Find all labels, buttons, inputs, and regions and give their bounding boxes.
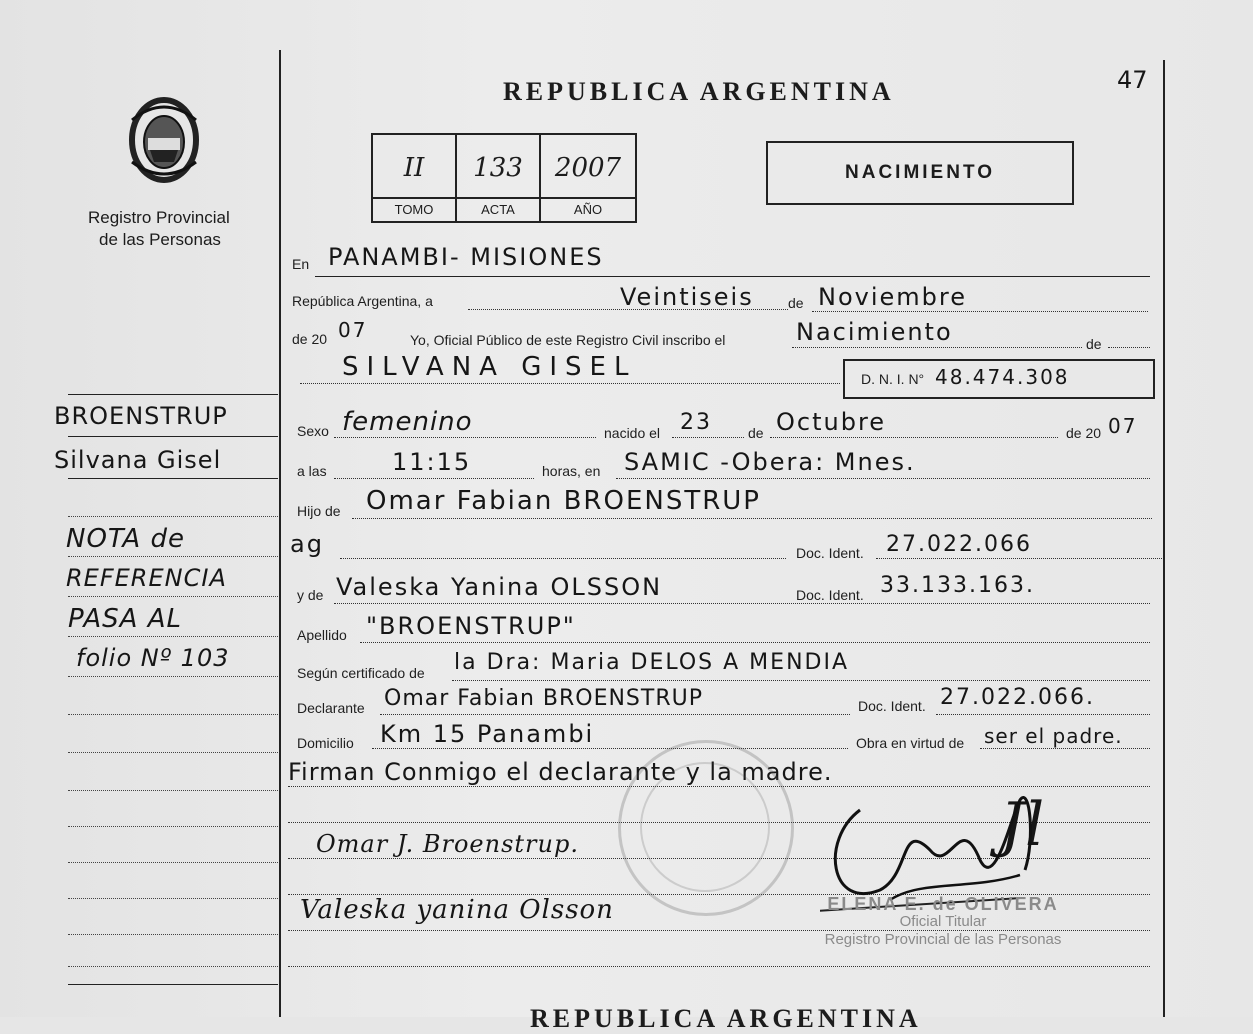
year-suffix-value: 07 [338,318,368,342]
officer-text: Yo, Oficial Público de este Registro Civil inscribo el [410,332,726,348]
doc-ident-label-1: Doc. Ident. [796,545,864,561]
obra-value: ser el padre. [984,724,1123,748]
father-name-value: Omar Fabian BROENSTRUP [366,486,761,516]
tomo-label: TOMO [373,197,455,221]
acta-label: ACTA [457,197,539,221]
horas-label: horas, en [542,463,601,479]
ano-value: 2007 [554,153,622,183]
day-words-value: Veintiseis [620,283,754,311]
de-label-3: de [748,425,764,441]
declarante-doc-value: 27.022.066. [940,685,1095,710]
dni-box [843,359,1155,399]
month-words-value: Noviembre [818,283,967,311]
margin-note-line4: folio Nº 103 [76,644,230,672]
yde-label: y de [297,587,324,603]
year-prefix-label: de 20 [292,331,328,347]
record-type-box: NACIMIENTO [766,141,1074,205]
place-value: PANAMBI- MISIONES [328,243,604,271]
republica-label: República Argentina, a [292,293,433,309]
agency-name-line2: de las Personas [99,230,221,249]
officer-stamp-name: ELENA E. de OLIVERA [827,894,1059,914]
margin-surname: BROENSTRUP [54,402,228,430]
declarante-label: Declarante [297,700,365,716]
birth-time-value: 11:15 [392,448,472,476]
birth-day-value: 23 [680,410,712,435]
domicilio-label: Domicilio [297,735,354,751]
ano-cell [541,135,635,221]
sexo-value: femenino [342,407,473,437]
de-label-2: de [1086,336,1102,352]
tomo-cell [373,135,457,221]
officer-stamp-title: Oficial Titular [899,913,987,930]
provincial-seal-icon [118,90,210,190]
certificado-label: Según certificado de [297,665,425,681]
alas-label: a las [297,463,327,479]
mother-signature: Valeska yanina Olsson [300,895,614,925]
left-column-divider [279,50,281,1017]
obra-label: Obra en virtud de [856,735,965,751]
next-page-title: REPUBLICA ARGENTINA [530,1004,922,1033]
registry-number-box [371,133,637,223]
birth-year-suffix-value: 07 [1108,414,1138,438]
right-border [1163,60,1165,1017]
birth-place-value: SAMIC -Obera: Mnes. [624,448,916,476]
dni-label: D. N. I. N° [861,371,925,387]
father-name-continued: ag [290,530,324,558]
margin-note-line2: REFERENCIA [66,564,227,592]
child-name-value: SILVANA GISEL [342,352,637,382]
margin-note-line1: NOTA de [66,524,185,554]
mother-name-value: Valeska Yanina OLSSON [336,573,663,601]
officer-stamp [798,895,1088,949]
tomo-value: II [403,153,425,183]
acta-value: 133 [473,153,523,183]
en-label: En [292,256,310,272]
apellido-value: "BROENSTRUP" [366,612,576,640]
certificado-value: la Dra: Maria DELOS A MENDIA [454,650,850,675]
margin-note-line3: PASA AL [68,604,182,634]
nacido-label: nacido el [604,425,661,441]
acta-cell [457,135,541,221]
margin-given-name: Silvana Gisel [54,446,222,474]
father-signature: Omar J. Broenstrup. [316,830,579,858]
de20-label: de 20 [1066,425,1102,441]
domicilio-value: Km 15 Panambi [380,720,595,748]
ano-label: AÑO [541,197,635,221]
page-number: 47 [1117,66,1148,94]
hijo-label: Hijo de [297,503,341,519]
officer-stamp-agency: Registro Provincial de las Personas [824,931,1062,948]
de-label: de [788,295,804,311]
doc-ident-label-2: Doc. Ident. [796,587,864,603]
doc-ident-label-3: Doc. Ident. [858,698,926,714]
declarante-value: Omar Fabian BROENSTRUP [384,686,703,711]
firman-text: Firman Conmigo el declarante y la madre. [288,758,833,786]
sexo-label: Sexo [297,423,329,439]
document-title: REPUBLICA ARGENTINA [503,77,895,106]
official-signature-text: Jl [1000,790,1046,860]
mother-doc-value: 33.133.163. [880,573,1035,598]
agency-name-line1: Registro Provincial [88,208,230,227]
father-doc-value: 27.022.066 [886,532,1032,557]
apellido-label: Apellido [297,627,347,643]
act-written-value: Nacimiento [796,318,953,346]
birth-month-value: Octubre [776,408,887,436]
dni-value: 48.474.308 [935,365,1070,389]
official-seal-inner-ring [640,762,770,892]
